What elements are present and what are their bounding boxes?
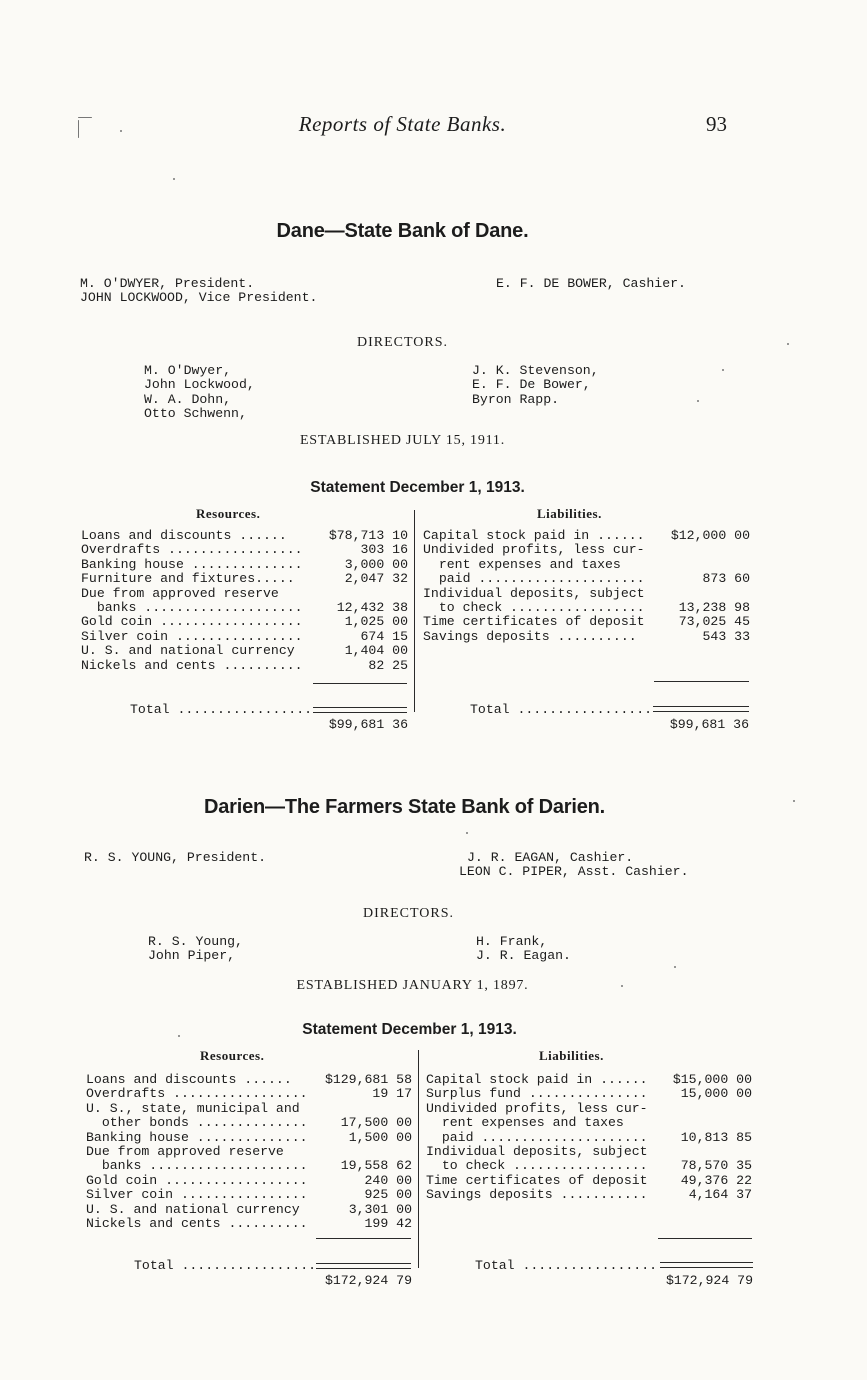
row-label: paid ..................... [426, 1129, 648, 1145]
row-label: Individual deposits, subject [426, 1143, 648, 1159]
scan-artifact [173, 178, 175, 180]
row-label: Capital stock paid in ...... [426, 1072, 648, 1087]
row-label: Undivided profits, less cur- [423, 542, 645, 558]
row-amount: 240 00 [364, 1172, 412, 1188]
liabilities-table [426, 1073, 752, 1203]
table-row [426, 1159, 752, 1173]
director-name: John Lockwood, [144, 377, 255, 393]
table-row [426, 1102, 752, 1116]
row-label: Gold coin .................. [86, 1172, 308, 1188]
row-amount: 1,025 00 [344, 614, 408, 630]
row-amount: 303 16 [360, 542, 408, 558]
table-row [81, 587, 408, 601]
established-line: ESTABLISHED JANUARY 1, 1897. [296, 978, 529, 993]
director-name: R. S. Young, [148, 934, 243, 949]
row-label: rent expenses and taxes [423, 556, 621, 572]
scan-artifact [120, 130, 122, 132]
row-label: to check ................. [426, 1158, 648, 1174]
row-label: U. S., state, municipal and [86, 1100, 300, 1116]
sum-rule [313, 683, 407, 684]
total-amount: $172,924 79 [665, 1273, 753, 1288]
bank-title: Darien—The Farmers State Bank of Darien. [203, 796, 605, 818]
table-row [86, 1116, 412, 1130]
scan-artifact [674, 966, 676, 968]
row-label: Nickels and cents .......... [86, 1215, 308, 1231]
row-label: U. S. and national currency [86, 1201, 300, 1217]
row-amount: 10,813 85 [680, 1129, 752, 1145]
table-row [423, 601, 750, 615]
liabilities-total [470, 687, 749, 747]
double-rule [660, 1262, 753, 1268]
scan-artifact [722, 369, 724, 371]
officers-right [496, 277, 686, 291]
running-head-title: Reports of State Banks. [298, 112, 507, 136]
row-label: Time certificates of deposit [423, 614, 645, 630]
column-divider [414, 510, 415, 712]
resources-table [81, 529, 408, 673]
row-amount: $129,681 58 [324, 1072, 412, 1087]
row-amount: 49,376 22 [680, 1172, 752, 1188]
row-amount: 925 00 [364, 1187, 412, 1203]
table-row [81, 615, 408, 629]
statement-heading: Statement December 1, 1913. [302, 1021, 517, 1038]
row-amount: 19 17 [372, 1086, 412, 1102]
row-label: rent expenses and taxes [426, 1115, 624, 1131]
row-amount: 15,000 00 [680, 1086, 752, 1102]
row-label: other bonds .............. [86, 1115, 308, 1131]
row-label: Silver coin ................ [81, 628, 303, 644]
double-rule [653, 706, 749, 712]
row-amount: 543 33 [702, 628, 750, 644]
directors-right [476, 935, 571, 964]
row-label: banks .................... [86, 1158, 308, 1174]
row-amount: 1,404 00 [344, 643, 408, 659]
row-amount: 12,432 38 [336, 599, 408, 615]
table-row [81, 572, 408, 586]
table-row [81, 601, 408, 615]
table-row [86, 1145, 412, 1159]
statement-heading: Statement December 1, 1913. [310, 479, 525, 496]
resources-total [134, 1243, 412, 1303]
sum-rule [316, 1238, 411, 1239]
scan-artifact [466, 832, 468, 834]
director-name: John Piper, [148, 948, 236, 964]
table-row [86, 1073, 412, 1087]
resources-heading: Resources. [200, 1048, 265, 1063]
total-label: Total ................. [130, 702, 313, 717]
double-rule [313, 707, 407, 713]
table-row [423, 630, 750, 644]
table-row [81, 644, 408, 658]
table-row [423, 615, 750, 629]
column-divider [418, 1050, 419, 1268]
row-label: Silver coin ................ [86, 1187, 308, 1203]
total-amount: $99,681 36 [669, 717, 749, 732]
row-label: Banking house .............. [86, 1129, 308, 1145]
row-label: Loans and discounts ...... [86, 1072, 292, 1087]
officers-left [84, 851, 266, 865]
scan-artifact [78, 120, 79, 138]
table-row [81, 630, 408, 644]
row-amount: 17,500 00 [340, 1115, 412, 1131]
table-row [86, 1159, 412, 1173]
row-label: Surplus fund ............... [426, 1086, 648, 1102]
table-row [86, 1087, 412, 1101]
row-label: paid ..................... [423, 571, 645, 587]
table-row [86, 1102, 412, 1116]
resources-total [130, 687, 408, 747]
scan-artifact [621, 985, 623, 987]
table-row [81, 659, 408, 673]
director-name: Otto Schwenn, [144, 406, 247, 422]
table-row [423, 529, 750, 543]
officer-line: LEON C. PIPER, Asst. Cashier. [459, 864, 689, 880]
sum-rule [654, 681, 749, 682]
table-row [426, 1073, 752, 1087]
table-row [423, 543, 750, 557]
director-name: M. O'Dwyer, [144, 363, 232, 378]
table-row [423, 558, 750, 572]
row-label: Due from approved reserve [81, 585, 279, 601]
directors-heading: DIRECTORS. [356, 335, 449, 350]
row-label: Overdrafts ................. [86, 1086, 308, 1102]
table-row [426, 1188, 752, 1202]
row-amount: $12,000 00 [670, 528, 750, 543]
row-amount: $78,713 10 [328, 528, 408, 543]
table-row [86, 1188, 412, 1202]
row-label: Loans and discounts ...... [81, 528, 287, 543]
row-amount: 1,500 00 [348, 1129, 412, 1145]
directors-heading: DIRECTORS. [362, 906, 455, 921]
director-name: H. Frank, [476, 934, 548, 949]
row-amount: 4,164 37 [688, 1187, 752, 1203]
row-label: Due from approved reserve [86, 1143, 284, 1159]
row-label: Savings deposits ........... [426, 1187, 648, 1203]
officer-line: J. R. EAGAN, Cashier. [467, 850, 634, 865]
row-label: Time certificates of deposit [426, 1172, 648, 1188]
row-amount: $15,000 00 [672, 1072, 752, 1087]
row-label: Capital stock paid in ...... [423, 528, 645, 543]
director-name: J. R. Eagan. [476, 948, 571, 964]
table-row [426, 1116, 752, 1130]
director-name: E. F. De Bower, [472, 377, 591, 393]
row-label: Gold coin .................. [81, 614, 303, 630]
row-label: Nickels and cents .......... [81, 657, 303, 673]
director-name: J. K. Stevenson, [472, 363, 599, 378]
table-row [86, 1217, 412, 1231]
officer-line: R. S. YOUNG, President. [84, 850, 267, 865]
table-row [86, 1174, 412, 1188]
row-label: Furniture and fixtures..... [81, 571, 295, 587]
liabilities-heading: Liabilities. [537, 506, 602, 521]
row-label: Banking house .............. [81, 556, 303, 572]
table-row [426, 1087, 752, 1101]
resources-table [86, 1073, 412, 1231]
table-row [81, 543, 408, 557]
page-number: 93 [706, 112, 727, 136]
director-name: Byron Rapp. [472, 391, 560, 407]
table-row [86, 1203, 412, 1217]
total-amount: $172,924 79 [324, 1273, 412, 1288]
table-row [426, 1174, 752, 1188]
officer-line: JOHN LOCKWOOD, Vice President. [80, 290, 318, 306]
table-row [81, 558, 408, 572]
liabilities-heading: Liabilities. [539, 1048, 604, 1063]
row-label: banks .................... [81, 599, 303, 615]
table-row [426, 1131, 752, 1145]
resources-heading: Resources. [196, 506, 261, 521]
table-row [423, 572, 750, 586]
officer-line: M. O'DWYER, President. [80, 276, 255, 291]
scan-artifact [793, 800, 795, 802]
row-amount: 19,558 62 [340, 1158, 412, 1174]
double-rule [316, 1263, 411, 1269]
row-amount: 3,301 00 [348, 1201, 412, 1217]
liabilities-total [475, 1243, 753, 1303]
bank-title: Dane—State Bank of Dane. [276, 220, 529, 242]
row-amount: 13,238 98 [678, 599, 750, 615]
directors-left [144, 364, 255, 422]
established-line: ESTABLISHED JULY 15, 1911. [299, 433, 506, 448]
row-label: Individual deposits, subject [423, 585, 645, 601]
row-amount: 82 25 [368, 657, 408, 673]
directors-right [472, 364, 599, 407]
director-name: W. A. Dohn, [144, 391, 232, 407]
directors-left [148, 935, 243, 964]
row-label: U. S. and national currency [81, 643, 295, 659]
table-row [426, 1145, 752, 1159]
total-label: Total ................. [134, 1258, 317, 1273]
row-amount: 3,000 00 [344, 556, 408, 572]
total-label: Total ................. [475, 1258, 658, 1273]
table-row [86, 1131, 412, 1145]
row-label: Savings deposits .......... [423, 628, 637, 644]
officers-left [80, 277, 317, 306]
row-amount: 873 60 [702, 571, 750, 587]
sum-rule [658, 1238, 752, 1239]
officers-right [459, 851, 689, 880]
row-amount: 73,025 45 [678, 614, 750, 630]
table-row [423, 587, 750, 601]
total-label: Total ................. [470, 702, 653, 717]
row-label: to check ................. [423, 599, 645, 615]
row-label: Overdrafts ................. [81, 542, 303, 558]
row-label: Undivided profits, less cur- [426, 1100, 648, 1116]
scan-artifact [697, 400, 699, 402]
officer-line: E. F. DE BOWER, Cashier. [496, 276, 686, 291]
table-row [81, 529, 408, 543]
row-amount: 674 15 [360, 628, 408, 644]
scan-artifact [178, 1035, 180, 1037]
row-amount: 2,047 32 [344, 571, 408, 587]
row-amount: 199 42 [364, 1215, 412, 1231]
liabilities-table [423, 529, 750, 644]
scan-artifact [787, 343, 789, 345]
row-amount: 78,570 35 [680, 1158, 752, 1174]
total-amount: $99,681 36 [328, 717, 408, 732]
scan-artifact [78, 117, 92, 118]
